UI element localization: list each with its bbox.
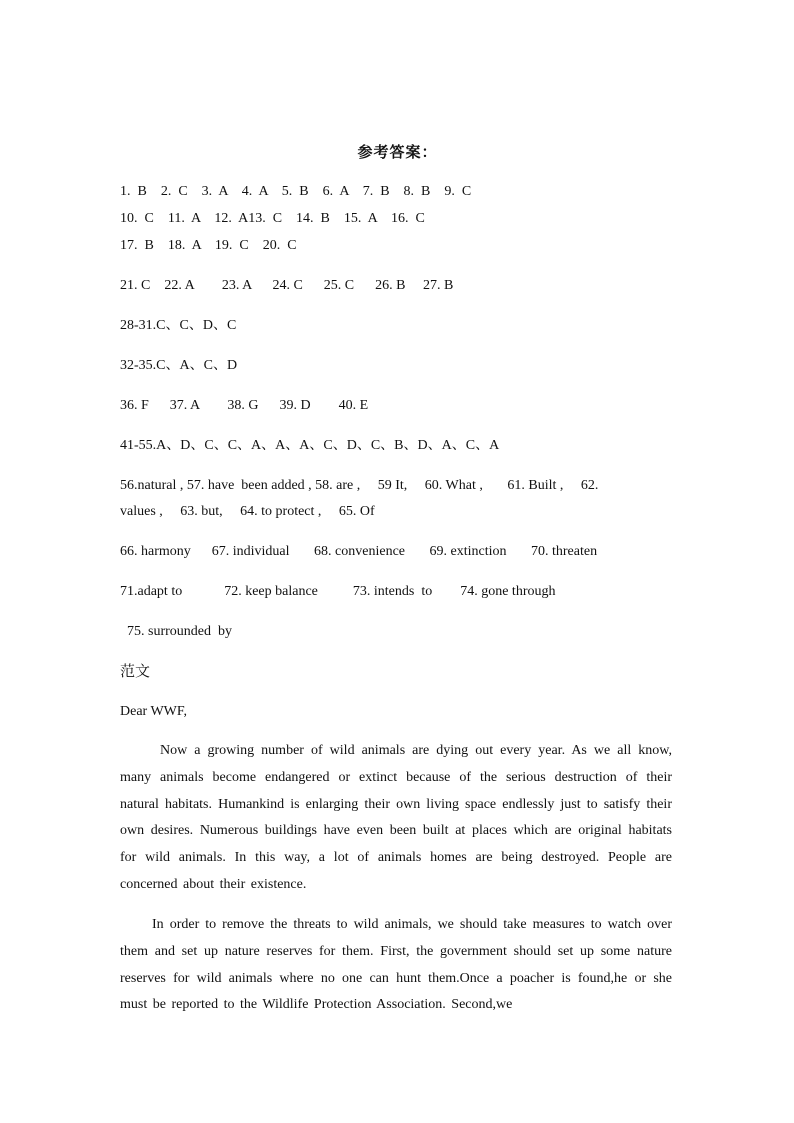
- answer-row-4: 21. C 22. A 23. A 24. C 25. C 26. B 27. B: [120, 278, 454, 293]
- answer-row-6: 32-35.C、A、C、D: [120, 358, 238, 373]
- answer-row-8: 41-55.A、D、C、C、A、A、A、C、D、C、B、D、A、C、A: [120, 438, 500, 453]
- answer-row-5: 28-31.C、C、D、C: [120, 318, 237, 333]
- answer-row-2: 10. C 11. A 12. A13. C 14. B 15. A 16. C: [120, 211, 425, 226]
- answer-row-12: 75. surrounded by: [120, 624, 232, 639]
- answer-row-9b: values , 63. but, 64. to protect , 65. Of: [120, 504, 375, 519]
- essay-paragraph-1: Now a growing number of wild animals are dying out every year. As we all know, many animals become endangered or extinct because of the serious destruction of their natural habitats. Humankind is enlarging their own living space endlessly just to satisfy their own desires. Numerous buildings have even been built at places which are original habitats for wild animals. In this way, a lot of animals homes are being destroyed. People are concerned about their existence.: [120, 743, 672, 892]
- page-title: 参考答案：: [357, 143, 438, 161]
- essay-salutation: Dear WWF,: [120, 704, 188, 719]
- answer-row-9a: 56.natural , 57. have been added , 58. are , 59 It, 60. What , 61. Built , 62.: [120, 478, 599, 493]
- answer-row-1: 1. B 2. C 3. A 4. A 5. B 6. A 7. B 8. B 9. C: [120, 184, 472, 199]
- document-page: [120, 0, 675, 1123]
- answer-row-11: 71.adapt to 72. keep balance 73. intends to 74. gone through: [120, 584, 556, 599]
- answer-row-10: 66. harmony 67. individual 68. convenience 69. extinction 70. threaten: [120, 544, 598, 559]
- answer-row-7: 36. F 37. A 38. G 39. D 40. E: [120, 398, 369, 413]
- essay-heading: 范文: [120, 662, 151, 680]
- answer-row-3: 17. B 18. A 19. C 20. C: [120, 238, 297, 253]
- essay-paragraph-2: In order to remove the threats to wild animals, we should take measures to watch over them and set up nature reserves for them. First, the government should set up some nature reserves for wild animals where no one can hunt them.Once a poacher is found,he or she must be reported to the Wildlife Protection Association. Second,we: [120, 917, 672, 1013]
